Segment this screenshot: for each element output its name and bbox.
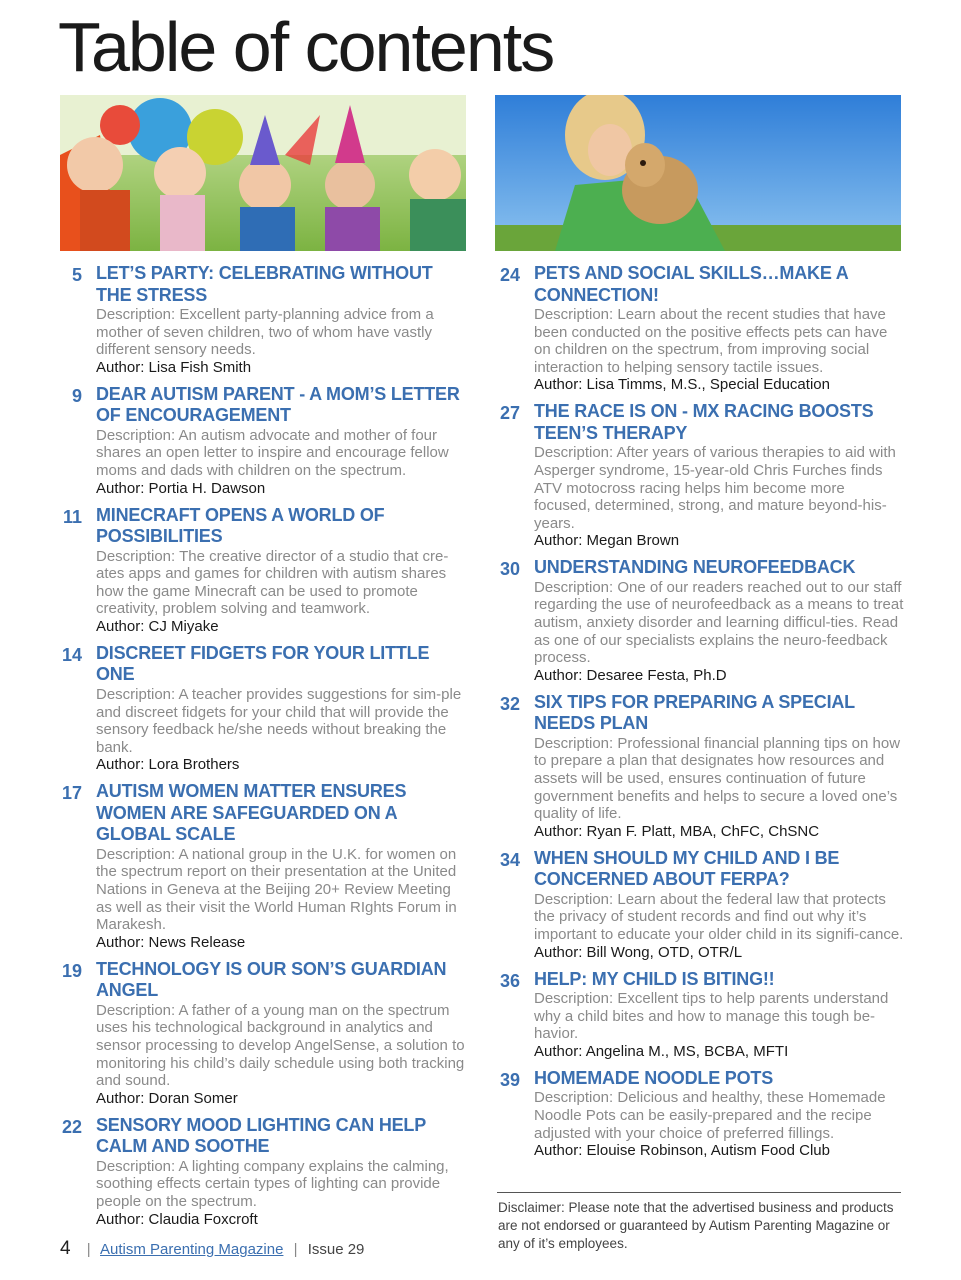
toc-entry[interactable] (494, 1068, 904, 1160)
toc-page-number: 22 (61, 1116, 82, 1137)
toc-entry-author: Author: Lisa Fish Smith (96, 358, 252, 376)
toc-entry-author: Author: Portia H. Dawson (96, 479, 266, 497)
toc-entry[interactable] (56, 643, 466, 774)
toc-entry[interactable] (494, 692, 904, 841)
page-footer (60, 1238, 364, 1260)
footer-separator: | (293, 1241, 298, 1258)
toc-entry-title[interactable]: LET’S PARTY: CELEBRATING WITHOUT THE STRESS (96, 263, 433, 305)
toc-entry[interactable] (56, 781, 466, 951)
footer-page-number: 4 (60, 1238, 71, 1259)
toc-entry-title[interactable]: PETS AND SOCIAL SKILLS…MAKE A CONNECTION! (534, 263, 848, 305)
toc-right-column (494, 263, 904, 1167)
toc-entry[interactable] (494, 401, 904, 550)
footer-issue: Issue 29 (307, 1241, 365, 1258)
toc-entry-description: Description: Learn about the recent studies that have been conducted on the positive effects pets can have on children on the spectrum, from improving social interaction to helping sensory tactile issues. (534, 306, 888, 376)
toc-entry[interactable] (56, 384, 466, 498)
toc-entry-author: Author: Ryan F. Platt, MBA, ChFC, ChSNC (534, 822, 820, 840)
toc-page-number: 32 (499, 693, 520, 714)
toc-entry-title[interactable]: THE RACE IS ON - MX RACING BOOSTS TEEN’S THERAPY (534, 401, 874, 443)
toc-entry-title[interactable]: TECHNOLOGY IS OUR SON’S GUARDIAN ANGEL (96, 958, 447, 1001)
toc-entry-author: Author: Desaree Festa, Ph.D (534, 666, 727, 684)
toc-entry-title[interactable]: HOMEMADE NOODLE POTS (534, 1067, 774, 1088)
toc-entry-author: Author: Angelina M., MS, BCBA, MFTI (534, 1042, 789, 1060)
toc-entry[interactable] (494, 848, 904, 962)
toc-entry-description: Description: A teacher provides suggestions for sim-ple and discreet fidgets for your child that will provide the sensory feedback he/she needs without breaking the bank. (96, 685, 462, 756)
toc-entry[interactable] (494, 969, 904, 1061)
toc-entry-author: Author: News Release (96, 933, 246, 951)
toc-entry-author: Author: Bill Wong, OTD, OTR/L (534, 943, 743, 961)
toc-page-number: 30 (499, 559, 520, 580)
toc-page-number: 24 (499, 265, 520, 285)
toc-entry-description: Description: After years of various therapies to aid with Asperger syndrome, 15-year-old Chris Furches finds ATV motocross racing helps him become more focused, determined, strong, and mature beyond-his-years. (534, 444, 896, 532)
toc-entry[interactable] (56, 263, 466, 377)
party-children-photo (60, 95, 466, 251)
toc-entry-description: Description: An autism advocate and mother of four shares an open letter to inspire and encourage fellow moms and dads with children on the spectrum. (96, 426, 449, 479)
toc-page-number: 14 (61, 644, 82, 665)
toc-entry-author: Author: Lora Brothers (96, 756, 240, 774)
toc-entry-description: Description: A national group in the U.K. for women on the spectrum report on their presentation at the United Nations in Geneva at the Beijing 20+ Review Meeting as well as their visit the World Human RIghts Forum in Marakesh. (96, 845, 457, 934)
toc-entry-title[interactable]: WHEN SHOULD MY CHILD AND I BE CONCERNED ABOUT FERPA? (534, 847, 840, 890)
toc-entry[interactable] (56, 505, 466, 636)
woman-with-dog-photo (495, 95, 901, 251)
toc-entry-title[interactable]: AUTISM WOMEN MATTER ENSURES WOMEN ARE SAFEGUARDED ON A GLOBAL SCALE (96, 781, 407, 845)
toc-page-number: 36 (499, 970, 520, 991)
toc-entry-author: Author: Elouise Robinson, Autism Food Club (534, 1142, 830, 1160)
toc-page-number: 39 (499, 1069, 520, 1090)
disclaimer-divider (497, 1192, 901, 1193)
toc-entry-author: Author: Doran Somer (96, 1089, 238, 1107)
toc-entry-title[interactable]: HELP: MY CHILD IS BITING!! (534, 968, 775, 989)
toc-entry-description: Description: The creative director of a studio that cre-ates apps and games for children with autism shares how the game Minecraft can be used to promote creativity, problem solving and teamwork. (96, 547, 449, 618)
toc-entry-title[interactable]: DEAR AUTISM PARENT - A MOM’S LETTER OF ENCOURAGEMENT (96, 383, 460, 426)
toc-entry-title[interactable]: DISCREET FIDGETS FOR YOUR LITTLE ONE (96, 642, 430, 685)
toc-entry[interactable] (56, 1115, 466, 1229)
toc-entry-description: Description: One of our readers reached out to our staff regarding the use of neurofeedback as a means to treat autism, anxiety disorder and learning difficul-ties. Read as one of our specialists explains the neuro-feedback process. (534, 578, 904, 667)
toc-entry-description: Description: Learn about the federal law that protects the privacy of student records and find out why it’s important to educate your older child in its signifi-cance. (534, 890, 904, 943)
toc-entry-title[interactable]: UNDERSTANDING NEUROFEEDBACK (534, 557, 856, 578)
toc-page-number: 11 (62, 506, 82, 527)
toc-entry[interactable] (56, 959, 466, 1108)
toc-left-column (56, 263, 466, 1236)
toc-entry-description: Description: Excellent party-planning advice from a mother of seven children, two of whom have vastly different sensory needs. (96, 306, 434, 359)
toc-page-number: 17 (61, 783, 82, 804)
toc-entry-description: Description: A lighting company explains the calming, soothing effects certain types of lighting can provide people on the spectrum. (96, 1157, 449, 1210)
toc-entry-title[interactable]: SENSORY MOOD LIGHTING CAN HELP CALM AND SOOTHE (96, 1114, 426, 1157)
page-title: Table of contents (58, 8, 554, 86)
toc-entry-description: Description: Professional financial planning tips on how to prepare a plan that designates how resources and assets will be used, ensures continuation of future government benefits and helps to secure a loved one’s quality of life. (534, 734, 901, 823)
toc-entry[interactable] (494, 263, 904, 394)
toc-entry-author: Author: Lisa Timms, M.S., Special Education (534, 376, 830, 394)
toc-entry[interactable] (494, 557, 904, 684)
disclaimer-text: Disclaimer: Please note that the advertised business and products are not endorsed or guaranteed by Autism Parenting Magazine or any of it’s employees. (498, 1200, 894, 1251)
toc-entry-author: Author: Claudia Foxcroft (96, 1210, 258, 1228)
toc-entry-title[interactable]: SIX TIPS FOR PREPARING A SPECIAL NEEDS PLAN (534, 691, 855, 734)
toc-entry-title[interactable]: MINECRAFT OPENS A WORLD OF POSSIBILITIES (96, 504, 385, 547)
toc-page-number: 5 (71, 265, 82, 285)
toc-page-number: 9 (71, 385, 82, 406)
toc-entry-author: Author: CJ Miyake (96, 617, 219, 635)
toc-page-number: 34 (499, 849, 520, 870)
toc-page-number: 19 (61, 960, 82, 981)
toc-entry-description: Description: Excellent tips to help parents understand why a child bites and how to manage this tough be-havior. (534, 990, 889, 1043)
footer-separator: | (86, 1241, 91, 1258)
toc-entry-description: Description: A father of a young man on the spectrum uses his technological background in analytics and sensor processing to develop AngelSense, a solution to monitoring his child’s daily schedule using both tracking and sound. (96, 1001, 465, 1090)
toc-page-number: 27 (499, 403, 520, 424)
toc-entry-author: Author: Megan Brown (534, 532, 680, 550)
toc-entry-description: Description: Delicious and healthy, these Homemade Noodle Pots can be easily-prepared and the recipe adjusted with your choice of preferred fillings. (534, 1089, 886, 1142)
magazine-link[interactable]: Autism Parenting Magazine (100, 1241, 284, 1258)
